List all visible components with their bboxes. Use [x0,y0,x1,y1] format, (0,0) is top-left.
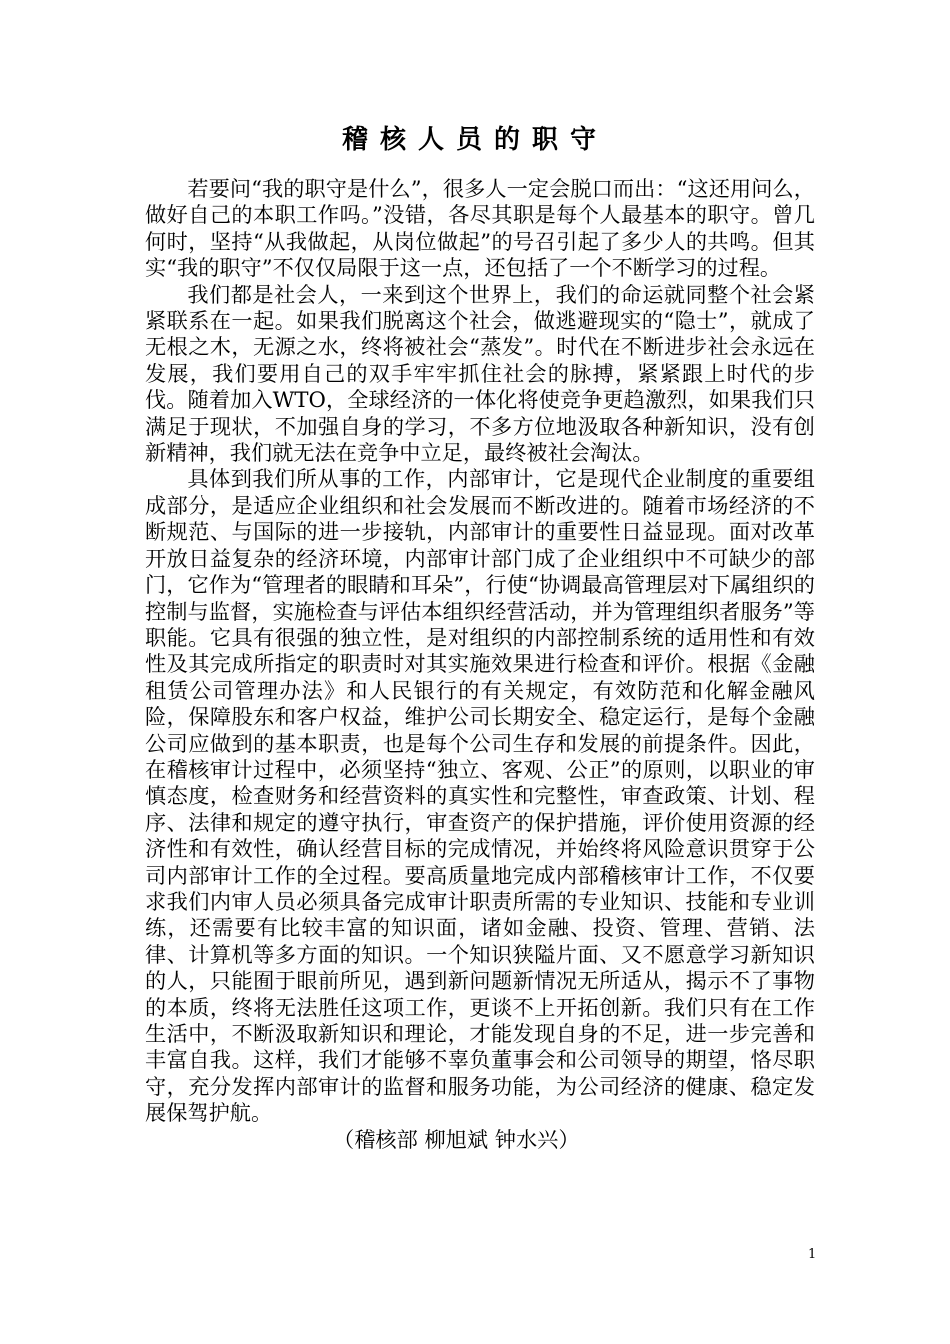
paragraph-2: 我们都是社会人，一来到这个世界上，我们的命运就同整个社会紧紧联系在一起。如果我们脱离这个社会，做逃避现实的“隐士”，就成了无根之木，无源之水，终将被社会“蒸发”。时代在不断进步社会永远在发展，我们要用自己的双手牢牢抓住社会的脉搏，紧紧跟上时代的步伐。随着加入WTO，全球经济的一体化将使竞争更趋激烈，如果我们只满足于现状，不加强自身的学习，不多方位地汲取各种新知识，没有创新精神，我们就无法在竞争中立足，最终被社会淘汰。 [145,281,815,466]
paragraph-1: 若要问“我的职守是什么”，很多人一定会脱口而出：“这还用问么，做好自己的本职工作吗。”没错，各尽其职是每个人最基本的职守。曾几何时，坚持“从我做起，从岗位做起”的号召引起了多少人的共鸣。但其实“我的职守”不仅仅局限于这一点，还包括了一个不断学习的过程。 [145,176,815,281]
document-title: 稽核人员的职守 [341,125,608,155]
paragraph-3: 具体到我们所从事的工作，内部审计，它是现代企业制度的重要组成部分，是适应企业组织和社会发展而不断改进的。随着市场经济的不断规范、与国际的进一步接轨，内部审计的重要性日益显现。面对改革开放日益复杂的经济环境，内部审计部门成了企业组织中不可缺少的部门，它作为“管理者的眼睛和耳朵”，行使“协调最高管理层对下属组织的控制与监督，实施检查与评估本组织经营活动，并为管理组织者服务”等职能。它具有很强的独立性，是对组织的内部控制系统的适用性和有效性及其完成所指定的职责时对其实施效果进行检查和评价。根据《金融租赁公司管理办法》和人民银行的有关规定，有效防范和化解金融风险，保障股东和客户权益，维护公司长期安全、稳定运行，是每个金融公司应做到的基本职责，也是每个公司生存和发展的前提条件。因此，在稽核审计过程中，必须坚持“独立、客观、公正”的原则，以职业的审慎态度，检查财务和经营资料的真实性和完整性，审查政策、计划、程序、法律和规定的遵守执行，审查资产的保护措施，评价使用资源的经济性和有效性，确认经营目标的完成情况，并始终将风险意识贯穿于公司内部审计工作的全过程。要高质量地完成内部稽核审计工作，不仅要求我们内审人员必须具备完成审计职责所需的专业知识、技能和专业训练，还需要有比较丰富的知识面，诸如金融、投资、管理、营销、法律、计算机等多方面的知识。一个知识狭隘片面、又不愿意学习新知识的人，只能囿于眼前所见，遇到新问题新情况无所适从，揭示不了事物的本质，终将无法胜任这项工作，更谈不上开拓创新。我们只有在工作生活中，不断汲取新知识和理论，才能发现自身的不足，进一步完善和丰富自我。这样，我们才能够不辜负董事会和公司领导的期望，恪尽职守，充分发挥内部审计的监督和服务功能，为公司经济的健康、稳定发展保驾护航。 [145,466,815,1126]
page-number: 1 [808,1247,817,1262]
document-body [145,176,815,1153]
author-signature: （稽核部 柳旭斌 钟水兴） [333,1126,580,1152]
